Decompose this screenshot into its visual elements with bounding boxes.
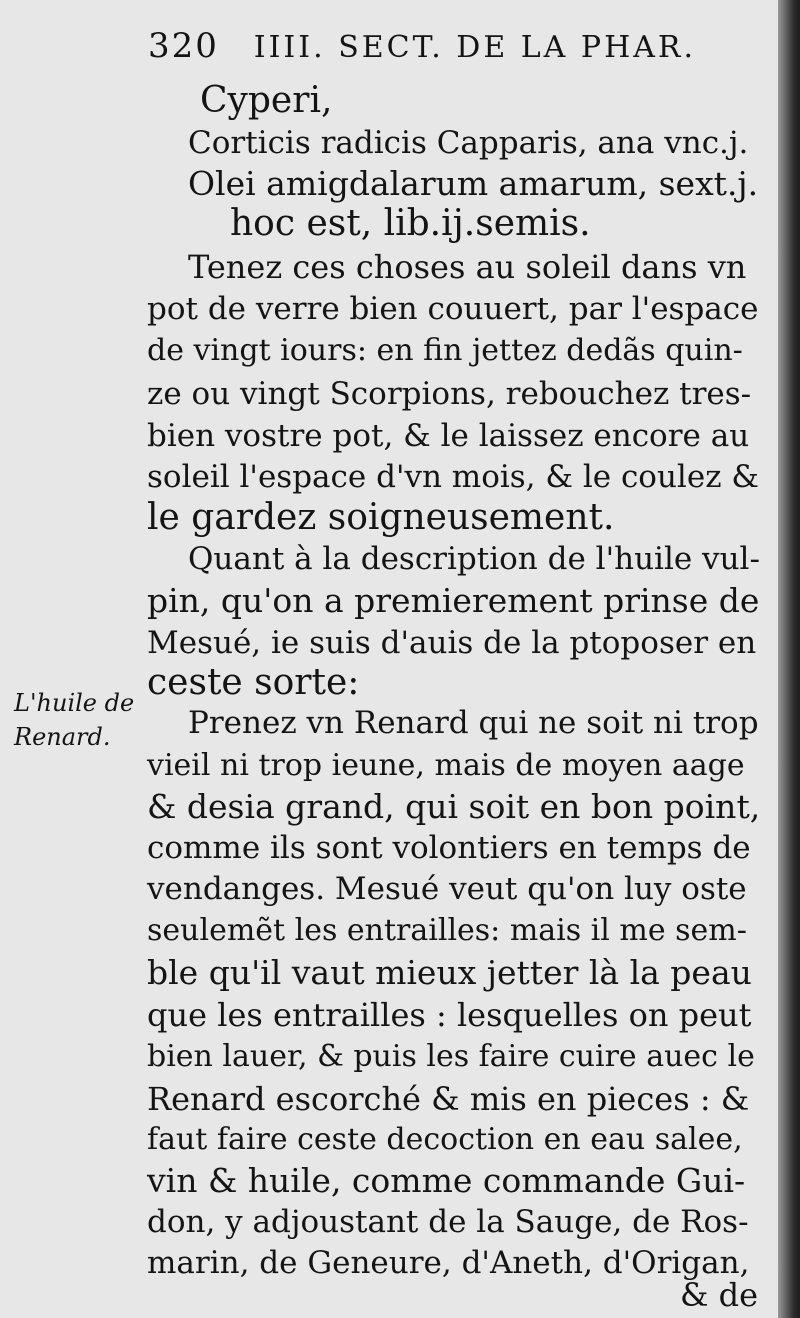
text-line: & de: [680, 1276, 759, 1314]
text-line: Corticis radicis Capparis, ana vnc.j.: [188, 125, 749, 161]
text-line: bien vostre pot, & le laissez encore au: [147, 418, 750, 454]
text-line: faut faire ceste decoction en eau salee,: [147, 1122, 743, 1157]
text-line: de vingt iours: en fin jettez dedãs quin-: [147, 333, 743, 368]
text-line: bien lauer, & puis les faire cuire auec le: [147, 1039, 755, 1074]
text-line: pot de verre bien couuert, par l'espace: [147, 291, 759, 327]
text-line: Mesué, ie suis d'auis de la ptoposer en: [147, 625, 757, 661]
text-line: Quant à la description de l'huile vul-: [188, 541, 760, 577]
text-line: ceste sorte:: [147, 662, 360, 703]
text-line: vieil ni trop ieune, mais de moyen aage: [147, 748, 745, 783]
text-line: soleil l'espace d'vn mois, & le coulez &: [147, 459, 759, 495]
running-title: IIII. SECT. DE LA PHAR.: [253, 30, 697, 65]
text-line: que les entrailles : lesquelles on peut: [147, 996, 752, 1034]
text-line: vin & huile, comme commande Gui-: [147, 1161, 746, 1200]
text-line: comme ils sont volontiers en temps de: [147, 830, 751, 866]
text-line: hoc est, lib.ij.semis.: [230, 203, 591, 244]
text-line: Cyperi,: [200, 80, 333, 121]
page-number: 320: [148, 26, 219, 66]
text-line: don, y adjoustant de la Sauge, de Ros-: [147, 1204, 749, 1240]
text-line: Prenez vn Renard qui ne soit ni trop: [188, 705, 759, 741]
margin-note-line-1: L'huile de: [14, 689, 135, 717]
text-line: ble qu'il vaut mieux jetter là la peau: [147, 953, 752, 992]
text-line: marin, de Geneure, d'Aneth, d'Origan,: [147, 1245, 750, 1281]
text-line: ze ou vingt Scorpions, rebouchez tres-: [147, 376, 752, 412]
text-line: Olei amigdalarum amarum, sext.j.: [188, 164, 759, 203]
text-line: Tenez ces choses au soleil dans vn: [188, 248, 747, 286]
margin-note-line-2: Renard.: [14, 723, 111, 751]
text-line: le gardez soigneusement.: [147, 497, 615, 538]
text-line: pin, qu'on a premierement prinse de: [147, 581, 760, 620]
text-line: & desia grand, qui soit en bon point,: [147, 787, 761, 826]
text-line: seulemẽt les entrailles: mais il me sem-: [147, 913, 747, 948]
text-line: Renard escorché & mis en pieces : &: [147, 1080, 750, 1118]
page-header: [148, 26, 708, 76]
text-line: vendanges. Mesué veut qu'on luy oste: [147, 871, 747, 907]
book-gutter-shadow: [778, 0, 800, 1318]
